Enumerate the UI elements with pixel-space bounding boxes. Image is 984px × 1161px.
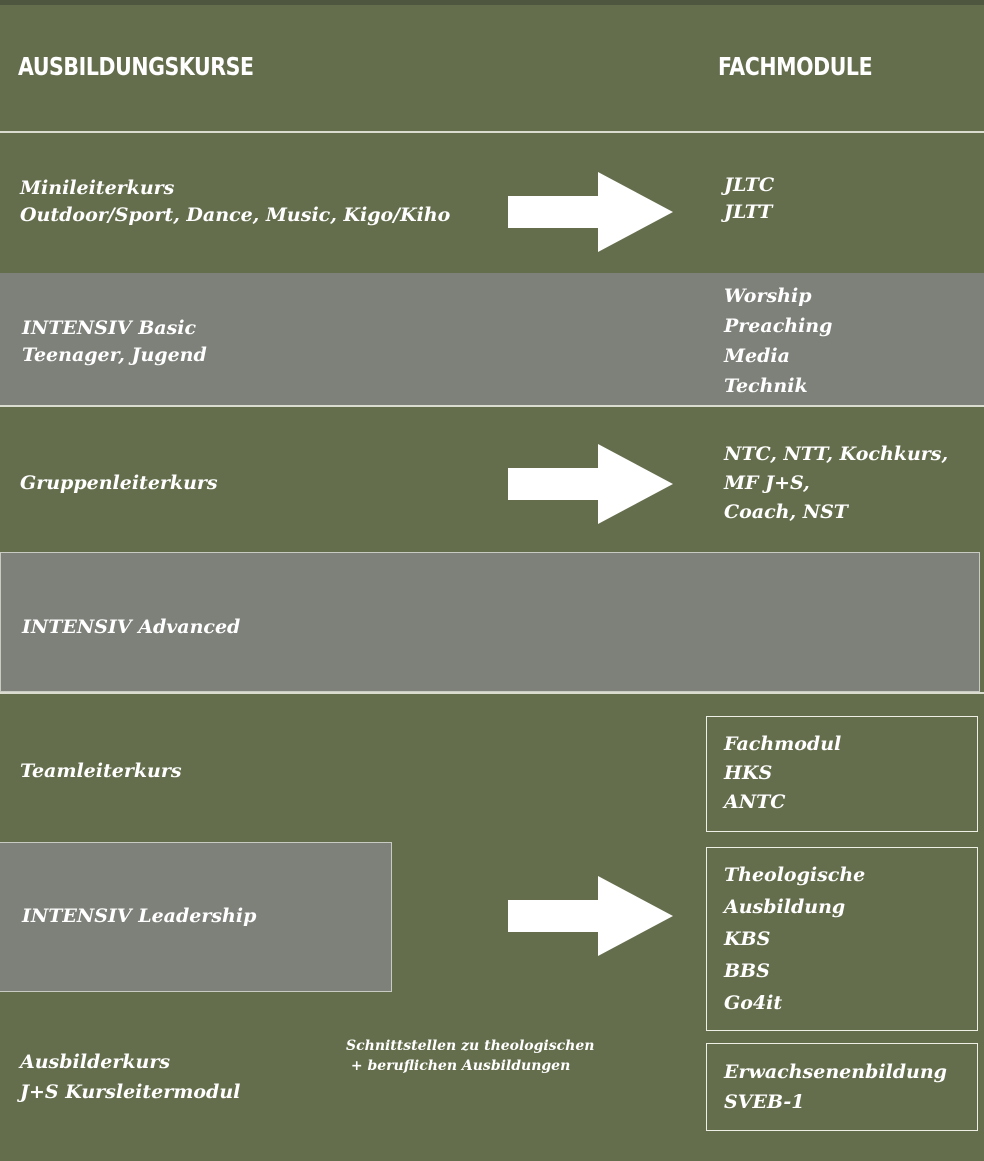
right-arrow-icon xyxy=(508,876,673,956)
course-minileiterkurs: Minileiterkurs Outdoor/Sport, Dance, Music, Kigo/Kiho xyxy=(20,177,451,226)
note-schnittstellen: Schnittstellen zu theologischen + beruflichen Ausbildungen xyxy=(346,1038,595,1074)
course-intensiv-leadership: INTENSIV Leadership xyxy=(22,905,257,927)
modules-teamleiter: Fachmodul HKS ANTC xyxy=(724,733,842,813)
modules-ausbilder: Erwachsenenbildung SVEB-1 xyxy=(724,1061,947,1113)
modules-minileiter: JLTC JLTT xyxy=(724,174,775,223)
course-intensiv-basic: INTENSIV Basic Teenager, Jugend xyxy=(22,317,207,366)
divider xyxy=(0,692,984,694)
right-arrow-icon xyxy=(508,444,673,524)
divider xyxy=(0,405,984,407)
modules-gruppenleiter: NTC, NTT, Kochkurs, MF J+S, Coach, NST xyxy=(724,443,949,523)
header-fachmodule: FACHMODULE xyxy=(718,52,873,81)
divider xyxy=(0,131,984,133)
course-ausbilderkurs: Ausbilderkurs J+S Kursleitermodul xyxy=(20,1051,241,1103)
modules-intensiv-leadership: Theologische Ausbildung KBS BBS Go4it xyxy=(724,864,866,1014)
course-teamleiterkurs: Teamleiterkurs xyxy=(20,760,182,782)
top-border xyxy=(0,0,984,5)
modules-intensiv-basic: Worship Preaching Media Technik xyxy=(724,285,833,397)
course-gruppenleiterkurs: Gruppenleiterkurs xyxy=(20,472,218,494)
course-intensiv-advanced: INTENSIV Advanced xyxy=(22,616,241,638)
right-arrow-icon xyxy=(508,172,673,252)
header-ausbildungskurse: AUSBILDUNGSKURSE xyxy=(18,52,254,81)
